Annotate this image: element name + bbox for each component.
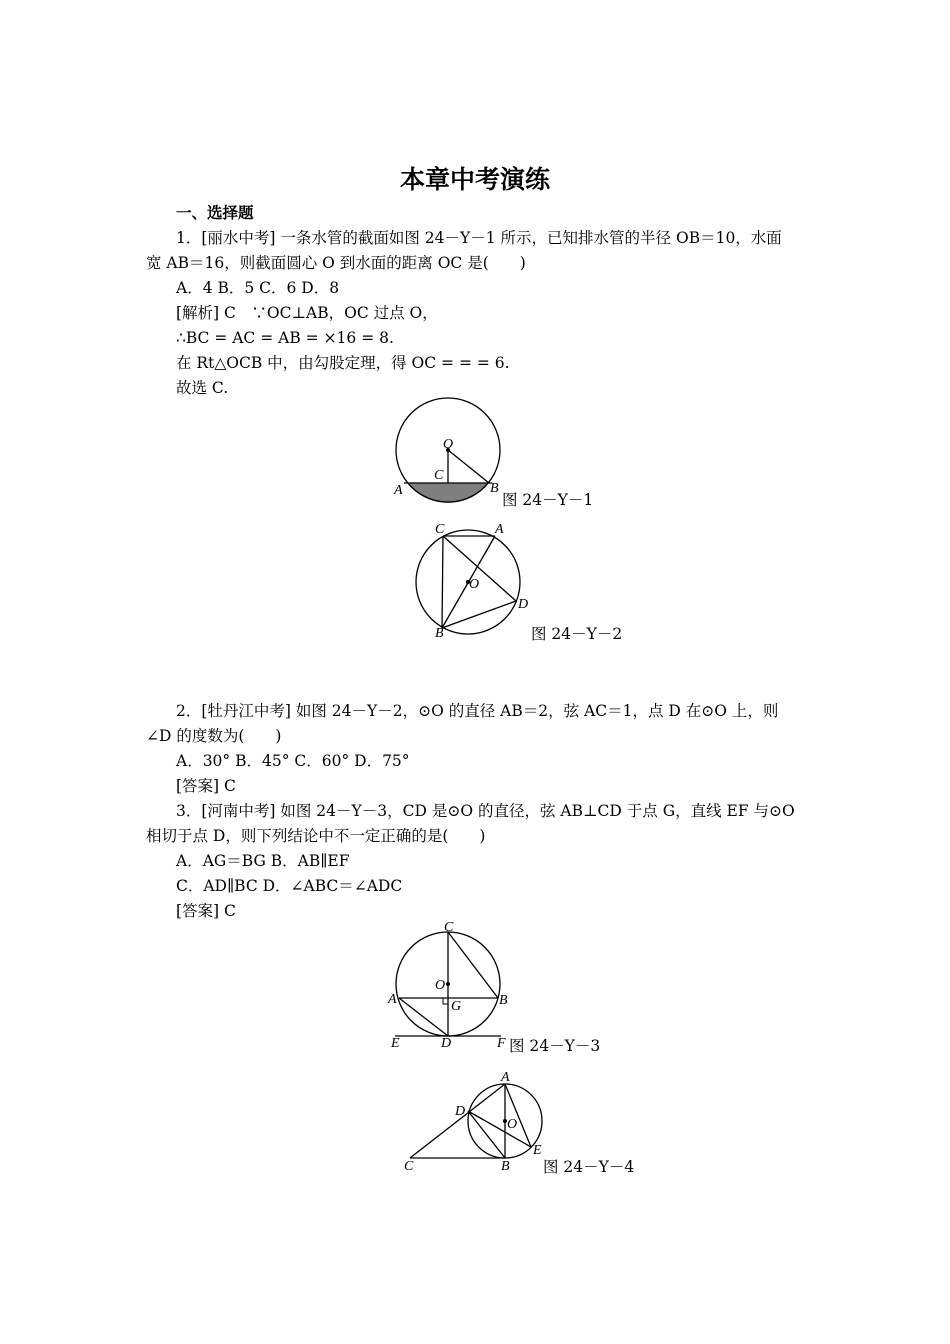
fig1-label-a: A (394, 483, 403, 498)
q1-step2: 在 Rt△OCB 中，由勾股定理，得 OC = = = 6. (176, 354, 510, 372)
fig3-label-c: C (444, 920, 454, 935)
fig4-label-e: E (533, 1143, 542, 1158)
q3-options-cd: C．AD∥BC D．∠ABC＝∠ADC (176, 877, 403, 895)
figure-4-diagram (400, 1067, 550, 1177)
fig2-label-c: C (435, 522, 445, 537)
q2-stem-line2: ∠D 的度数为( ) (146, 727, 282, 745)
fig1-label-b: B (490, 481, 499, 496)
q2-answer: [答案] C (176, 777, 236, 795)
fig3-label-f: F (497, 1036, 506, 1051)
fig3-label-d: D (441, 1036, 452, 1051)
q1-analysis: [解析] C ∵OC⊥AB，OC 过点 O， (176, 304, 438, 322)
q1-step1: ∴BC = AC = AB = ×16 = 8. (176, 329, 394, 347)
q1-options: A．4 B．5 C．6 D．8 (176, 279, 340, 297)
fig2-label-o: O (469, 577, 480, 592)
q1-stem-line1: 1．[丽水中考] 一条水管的截面如图 24－Y－1 所示，已知排水管的半径 OB＝10，水面 (176, 229, 782, 247)
fig1-label-o: O (443, 437, 454, 452)
fig4-label-c: C (404, 1159, 414, 1174)
page-title: 本章中考演练 (399, 165, 550, 194)
q3-options-ab: A．AG＝BG B．AB∥EF (176, 852, 350, 870)
fig4-label-a: A (501, 1070, 510, 1085)
figure-2-caption: 图 24－Y－2 (531, 625, 623, 643)
fig4-label-d: D (455, 1104, 466, 1119)
figure-4-caption: 图 24－Y－4 (543, 1158, 635, 1176)
fig3-label-o: O (435, 978, 446, 993)
figure-1-diagram (380, 400, 520, 510)
fig1-label-c: C (434, 468, 444, 483)
figure-3-diagram (385, 918, 515, 1053)
fig2-label-a: A (495, 522, 504, 537)
fig3-label-a: A (388, 992, 397, 1007)
figure-3-caption: 图 24－Y－3 (509, 1037, 601, 1055)
fig3-label-g: G (451, 999, 462, 1014)
fig4-label-o: O (507, 1117, 518, 1132)
q3-stem-line1: 3．[河南中考] 如图 24－Y－3，CD 是⊙O 的直径，弦 AB⊥CD 于点 G，直线 EF 与⊙O (176, 802, 795, 820)
fig2-label-d: D (518, 597, 529, 612)
q2-stem-line1: 2．[牡丹江中考] 如图 24－Y－2，⊙O 的直径 AB＝2，弦 AC＝1，点 D 在⊙O 上，则 (176, 702, 779, 720)
q3-answer: [答案] C (176, 902, 236, 920)
fig4-label-b: B (501, 1159, 510, 1174)
q3-stem-line2: 相切于点 D，则下列结论中不一定正确的是( ) (146, 827, 486, 845)
fig3-label-e: E (391, 1036, 400, 1051)
q2-options: A．30° B．45° C．60° D．75° (176, 752, 410, 770)
q1-stem-line2: 宽 AB＝16，则截面圆心 O 到水面的距离 OC 是( ) (146, 254, 526, 272)
fig3-label-b: B (499, 993, 508, 1008)
figure-2-diagram (405, 515, 545, 645)
q1-step3: 故选 C. (176, 379, 229, 397)
fig2-label-b: B (435, 626, 444, 641)
section-heading: 一、选择题 (176, 204, 254, 222)
figure-1-caption: 图 24－Y－1 (502, 491, 594, 509)
